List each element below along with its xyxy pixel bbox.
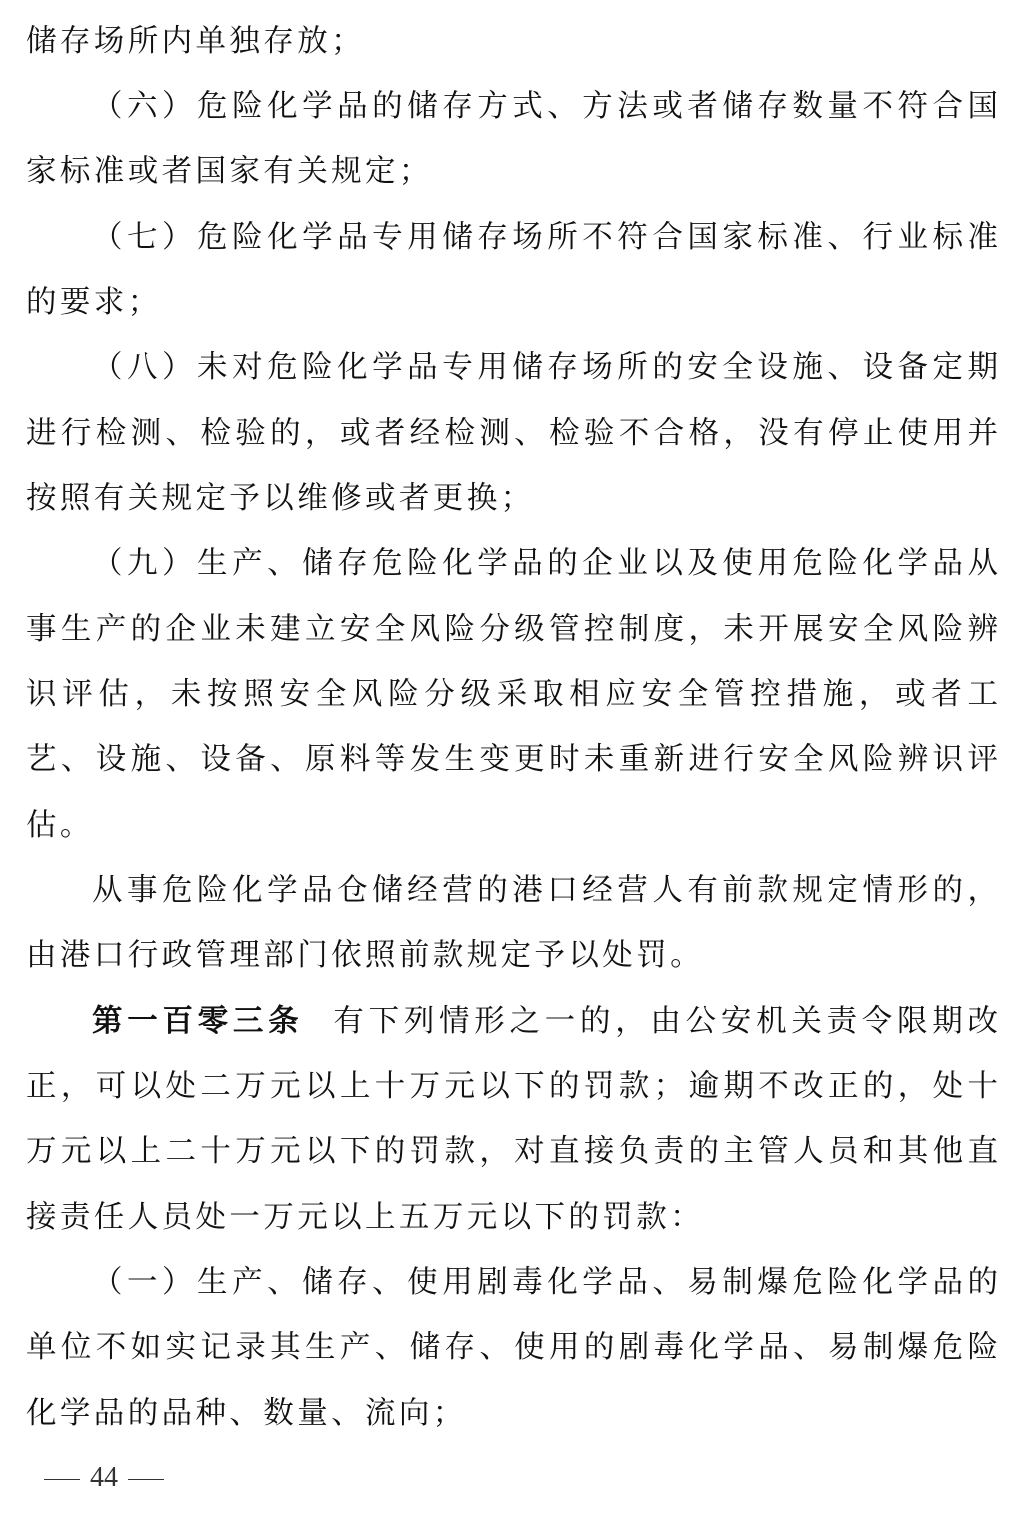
text-line: 的要求； <box>26 285 162 320</box>
text-line: 进行检测、检验的，或者经检测、检验不合格，没有停止使用并 <box>26 416 998 451</box>
text-line: （一）生产、储存、使用剧毒化学品、易制爆危险化学品的 <box>92 1265 998 1300</box>
text-line: 从事危险化学品仓储经营的港口经营人有前款规定情形的， <box>92 873 998 908</box>
text-line: （六）危险化学品的储存方式、方法或者储存数量不符合国 <box>92 89 998 124</box>
text-line: 接责任人员处一万元以上五万元以下的罚款： <box>26 1200 704 1235</box>
text-line: 事生产的企业未建立安全风险分级管控制度，未开展安全风险辨 <box>26 612 998 647</box>
text-line: 艺、设施、设备、原料等发生变更时未重新进行安全风险辨识评 <box>26 742 998 777</box>
article-first-line <box>92 997 998 1047</box>
text-line: 估。 <box>26 808 94 843</box>
text-line: 化学品的品种、数量、流向； <box>26 1396 467 1431</box>
text-line: 由港口行政管理部门依照前款规定予以处罚。 <box>26 938 704 973</box>
text-line: 储存场所内单独存放； <box>26 24 365 59</box>
article-title: 第一百零三条 <box>92 1004 304 1039</box>
right-dash <box>128 1479 164 1480</box>
text-line: 家标准或者国家有关规定； <box>26 154 433 189</box>
page-number: 44 <box>90 1462 118 1493</box>
text-line: （九）生产、储存危险化学品的企业以及使用危险化学品从 <box>92 546 998 581</box>
text-line: 单位不如实记录其生产、储存、使用的剧毒化学品、易制爆危险 <box>26 1330 998 1365</box>
left-dash <box>44 1479 80 1480</box>
page-footer <box>34 1458 174 1498</box>
text-line: （七）危险化学品专用储存场所不符合国家标准、行业标准 <box>92 220 998 255</box>
text-line: 识评估，未按照安全风险分级采取相应安全管控措施，或者工 <box>26 677 998 712</box>
text-line: 万元以上二十万元以下的罚款，对直接负责的主管人员和其他直 <box>26 1134 998 1169</box>
article-first-text: 有下列情形之一的，由公安机关责令限期改 <box>333 1004 998 1039</box>
text-line: （八）未对危险化学品专用储存场所的安全设施、设备定期 <box>92 350 998 385</box>
text-line: 按照有关规定予以维修或者更换； <box>26 481 535 516</box>
text-line: 正，可以处二万元以上十万元以下的罚款；逾期不改正的，处十 <box>26 1069 998 1104</box>
